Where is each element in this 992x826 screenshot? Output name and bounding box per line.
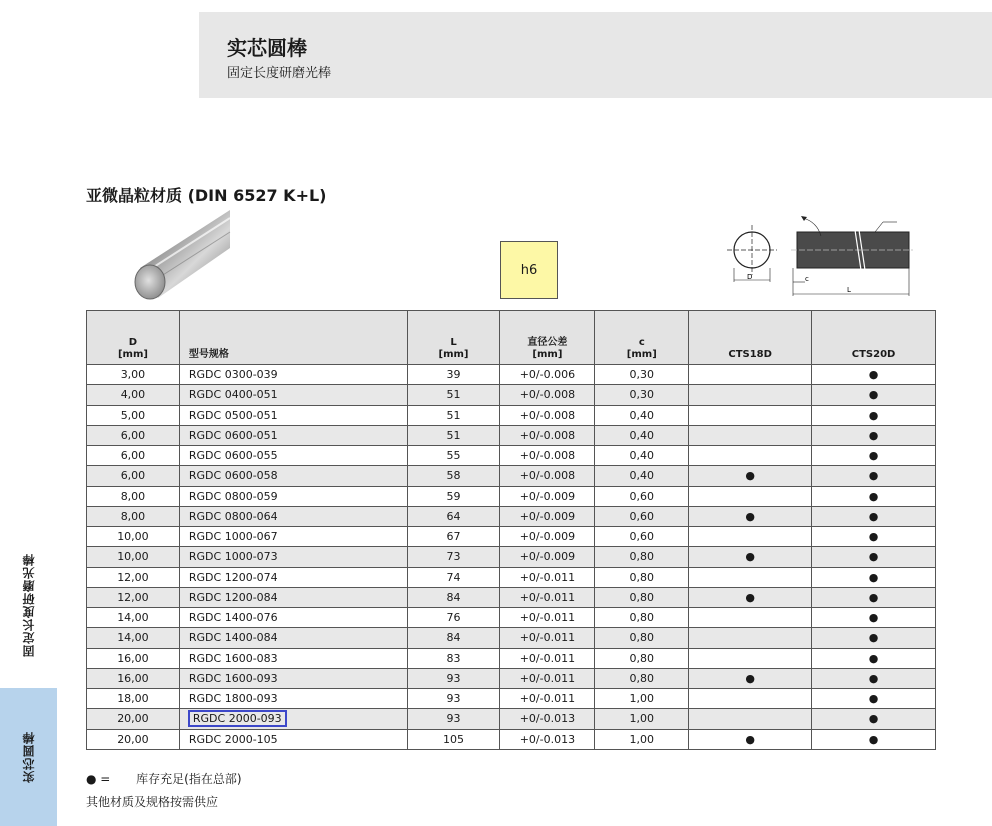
cell-diameter: 20,00	[87, 709, 180, 729]
cell-tolerance: +0/-0.009	[500, 547, 595, 567]
table-row[interactable]	[87, 689, 936, 709]
model-code[interactable]: RGDC 1400-076	[188, 611, 278, 625]
cell-tolerance: +0/-0.009	[500, 506, 595, 526]
cell-chamfer: 1,00	[595, 709, 689, 729]
cell-diameter: 5,00	[87, 405, 180, 425]
model-code[interactable]: RGDC 0600-051	[188, 428, 278, 442]
model-code[interactable]: RGDC 1600-093	[188, 671, 278, 685]
stock-dot: ●	[868, 712, 879, 726]
cell-model	[179, 729, 407, 749]
table-row[interactable]	[87, 385, 936, 405]
cell-chamfer: 0,80	[595, 668, 689, 688]
cell-cts20d	[812, 567, 936, 587]
table-row[interactable]	[87, 648, 936, 668]
model-code[interactable]: RGDC 1000-067	[188, 530, 278, 544]
cell-cts18d	[689, 527, 812, 547]
cell-length: 74	[407, 567, 500, 587]
cell-chamfer: 0,80	[595, 587, 689, 607]
cell-length: 64	[407, 506, 500, 526]
cell-tolerance: +0/-0.009	[500, 486, 595, 506]
cell-chamfer: 0,30	[595, 385, 689, 405]
cell-diameter: 3,00	[87, 365, 180, 385]
cell-tolerance: +0/-0.008	[500, 425, 595, 445]
stock-dot: ●	[868, 631, 879, 645]
cell-length: 51	[407, 405, 500, 425]
cell-cts18d	[689, 405, 812, 425]
cell-model	[179, 628, 407, 648]
table-row[interactable]	[87, 486, 936, 506]
cell-cts20d	[812, 668, 936, 688]
cell-model	[179, 365, 407, 385]
side-tab-fixed-length[interactable]	[0, 530, 57, 680]
cell-chamfer: 0,60	[595, 506, 689, 526]
cell-tolerance: +0/-0.008	[500, 446, 595, 466]
stock-dot: ●	[868, 530, 879, 544]
table-row[interactable]	[87, 425, 936, 445]
stock-dot: ●	[868, 408, 879, 422]
stock-dot: ●	[868, 509, 879, 523]
cell-cts18d	[689, 689, 812, 709]
cell-model	[179, 709, 407, 729]
cell-tolerance: +0/-0.013	[500, 729, 595, 749]
cell-cts20d	[812, 527, 936, 547]
model-code[interactable]: RGDC 1800-093	[188, 692, 278, 706]
dimension-label-d: D	[747, 273, 753, 281]
cell-chamfer: 0,80	[595, 648, 689, 668]
cell-chamfer: 0,40	[595, 466, 689, 486]
cell-model	[179, 547, 407, 567]
cell-diameter: 10,00	[87, 547, 180, 567]
cell-length: 67	[407, 527, 500, 547]
cell-cts18d	[689, 729, 812, 749]
model-code[interactable]: RGDC 2000-105	[188, 732, 278, 746]
cell-tolerance: +0/-0.011	[500, 567, 595, 587]
stock-dot: ●	[868, 388, 879, 402]
cell-diameter: 6,00	[87, 446, 180, 466]
cell-tolerance: +0/-0.008	[500, 405, 595, 425]
legend-symbol: ● =	[86, 772, 111, 786]
cell-cts18d	[689, 486, 812, 506]
cell-model	[179, 668, 407, 688]
cell-model	[179, 486, 407, 506]
cell-model	[179, 689, 407, 709]
cell-cts18d	[689, 385, 812, 405]
model-code[interactable]: RGDC 0600-055	[188, 449, 278, 463]
cell-chamfer: 0,80	[595, 628, 689, 648]
table-row[interactable]	[87, 628, 936, 648]
cell-diameter: 8,00	[87, 486, 180, 506]
stock-dot: ●	[868, 671, 879, 685]
stock-dot: ●	[745, 671, 755, 685]
cell-cts18d	[689, 506, 812, 526]
cell-diameter: 6,00	[87, 466, 180, 486]
cell-model	[179, 567, 407, 587]
table-row[interactable]	[87, 466, 936, 486]
model-code[interactable]: RGDC 0300-039	[188, 368, 278, 382]
column-header-d: D [mm]	[87, 311, 180, 365]
cell-diameter: 18,00	[87, 689, 180, 709]
stock-dot: ●	[868, 489, 879, 503]
cell-cts18d	[689, 446, 812, 466]
cell-model	[179, 466, 407, 486]
cell-tolerance: +0/-0.008	[500, 385, 595, 405]
dimension-label-l: L	[847, 286, 851, 294]
cell-length: 51	[407, 385, 500, 405]
cell-length: 83	[407, 648, 500, 668]
header-band	[199, 12, 992, 98]
table-row[interactable]	[87, 587, 936, 607]
table-row[interactable]	[87, 365, 936, 385]
model-code[interactable]: RGDC 1400-084	[188, 631, 278, 645]
cell-chamfer: 0,80	[595, 608, 689, 628]
cell-length: 84	[407, 587, 500, 607]
column-header-model: 型号规格	[179, 311, 407, 365]
stock-dot: ●	[868, 692, 879, 706]
stock-legend	[86, 770, 242, 787]
model-code[interactable]: RGDC 1000-073	[188, 550, 278, 564]
stock-dot: ●	[745, 509, 755, 523]
cell-cts20d	[812, 466, 936, 486]
cell-length: 59	[407, 486, 500, 506]
stock-dot: ●	[745, 732, 755, 746]
cell-cts18d	[689, 587, 812, 607]
cell-length: 39	[407, 365, 500, 385]
cell-model	[179, 385, 407, 405]
dimension-label-c: c	[805, 275, 809, 283]
cell-model	[179, 446, 407, 466]
model-code[interactable]: RGDC 1200-084	[188, 590, 278, 604]
table-row[interactable]	[87, 729, 936, 749]
cell-length: 76	[407, 608, 500, 628]
table-row[interactable]	[87, 527, 936, 547]
stock-dot: ●	[868, 651, 879, 665]
table-header-row	[87, 311, 936, 365]
cell-tolerance: +0/-0.011	[500, 648, 595, 668]
cell-cts18d	[689, 608, 812, 628]
cell-cts18d	[689, 668, 812, 688]
cell-length: 73	[407, 547, 500, 567]
cell-cts20d	[812, 709, 936, 729]
table-row[interactable]	[87, 567, 936, 587]
cell-cts20d	[812, 628, 936, 648]
cell-tolerance: +0/-0.006	[500, 365, 595, 385]
stock-dot: ●	[868, 732, 879, 746]
cell-chamfer: 0,60	[595, 527, 689, 547]
table-row[interactable]	[87, 668, 936, 688]
side-tab-solid-rod-label: 实芯圆棒	[22, 731, 36, 783]
cell-cts20d	[812, 506, 936, 526]
cell-tolerance: +0/-0.013	[500, 709, 595, 729]
model-code[interactable]: RGDC 1200-074	[188, 570, 278, 584]
cell-model	[179, 425, 407, 445]
table-row[interactable]	[87, 446, 936, 466]
cell-chamfer: 0,80	[595, 547, 689, 567]
stock-dot: ●	[745, 469, 755, 483]
cell-diameter: 16,00	[87, 668, 180, 688]
cell-cts20d	[812, 486, 936, 506]
cell-cts20d	[812, 729, 936, 749]
cell-chamfer: 0,60	[595, 486, 689, 506]
cell-cts20d	[812, 547, 936, 567]
cell-chamfer: 1,00	[595, 689, 689, 709]
page-subtitle: 固定长度研磨光棒	[227, 66, 332, 81]
cell-length: 84	[407, 628, 500, 648]
cell-model	[179, 506, 407, 526]
cell-cts20d	[812, 608, 936, 628]
cell-diameter: 6,00	[87, 425, 180, 445]
stock-dot: ●	[868, 590, 879, 604]
stock-dot: ●	[745, 590, 755, 604]
model-code[interactable]: RGDC 1600-083	[188, 651, 278, 665]
cell-tolerance: +0/-0.011	[500, 668, 595, 688]
cell-model	[179, 587, 407, 607]
column-header-cts20d: CTS20D	[812, 311, 936, 365]
column-header-tolerance: 直径公差 [mm]	[500, 311, 595, 365]
cell-cts20d	[812, 365, 936, 385]
cell-cts18d	[689, 365, 812, 385]
legend-text: 库存充足(指在总部)	[136, 772, 242, 786]
rod-image	[130, 210, 235, 305]
model-code[interactable]: RGDC 0500-051	[188, 408, 278, 422]
cell-diameter: 10,00	[87, 527, 180, 547]
cell-model	[179, 648, 407, 668]
cell-chamfer: 0,40	[595, 425, 689, 445]
cell-cts18d	[689, 466, 812, 486]
table-row[interactable]	[87, 608, 936, 628]
column-header-c: c [mm]	[595, 311, 689, 365]
section-title: 亚微晶粒材质 (DIN 6527 K+L)	[86, 186, 327, 205]
model-code[interactable]: RGDC 0800-064	[188, 509, 278, 523]
cell-tolerance: +0/-0.011	[500, 628, 595, 648]
cell-chamfer: 0,40	[595, 405, 689, 425]
cell-cts18d	[689, 547, 812, 567]
cell-cts20d	[812, 446, 936, 466]
cell-length: 55	[407, 446, 500, 466]
cell-cts18d	[689, 425, 812, 445]
stock-dot: ●	[868, 550, 879, 564]
cell-cts18d	[689, 567, 812, 587]
stock-dot: ●	[868, 368, 879, 382]
cell-tolerance: +0/-0.011	[500, 608, 595, 628]
cell-length: 93	[407, 668, 500, 688]
column-header-l: L [mm]	[407, 311, 500, 365]
table-row[interactable]	[87, 405, 936, 425]
cell-cts18d	[689, 648, 812, 668]
cell-chamfer: 0,30	[595, 365, 689, 385]
cell-cts20d	[812, 425, 936, 445]
cell-cts18d	[689, 709, 812, 729]
cell-cts20d	[812, 689, 936, 709]
cell-length: 51	[407, 425, 500, 445]
cell-chamfer: 0,80	[595, 567, 689, 587]
table-row[interactable]	[87, 547, 936, 567]
cell-diameter: 20,00	[87, 729, 180, 749]
side-tab-fixed-length-label: 固定长度研磨光棒	[22, 553, 36, 657]
cell-cts20d	[812, 385, 936, 405]
model-code[interactable]: RGDC 0800-059	[188, 489, 278, 503]
cell-cts18d	[689, 628, 812, 648]
cell-cts20d	[812, 405, 936, 425]
stock-dot: ●	[868, 611, 879, 625]
stock-dot: ●	[868, 570, 879, 584]
cell-diameter: 16,00	[87, 648, 180, 668]
cell-length: 105	[407, 729, 500, 749]
cell-length: 93	[407, 689, 500, 709]
side-tab-solid-rod[interactable]	[0, 688, 57, 826]
availability-note: 其他材质及规格按需供应	[86, 795, 219, 809]
table-row[interactable]	[87, 506, 936, 526]
tolerance-class-badge: h6	[500, 241, 558, 299]
cell-model	[179, 405, 407, 425]
model-code[interactable]: RGDC 0400-051	[188, 388, 278, 402]
cell-diameter: 12,00	[87, 567, 180, 587]
cell-length: 58	[407, 466, 500, 486]
selected-model-code[interactable]: RGDC 2000-093	[189, 711, 286, 726]
cell-model	[179, 608, 407, 628]
stock-dot: ●	[868, 428, 879, 442]
cell-tolerance: +0/-0.008	[500, 466, 595, 486]
table-row[interactable]	[87, 709, 936, 729]
cell-chamfer: 1,00	[595, 729, 689, 749]
cell-diameter: 14,00	[87, 608, 180, 628]
column-header-cts18d: CTS18D	[689, 311, 812, 365]
model-code[interactable]: RGDC 0600-058	[188, 469, 278, 483]
cell-cts20d	[812, 587, 936, 607]
cell-tolerance: +0/-0.011	[500, 689, 595, 709]
cell-tolerance: +0/-0.009	[500, 527, 595, 547]
cell-length: 93	[407, 709, 500, 729]
cell-diameter: 8,00	[87, 506, 180, 526]
cell-diameter: 4,00	[87, 385, 180, 405]
stock-dot: ●	[745, 550, 755, 564]
stock-dot: ●	[868, 469, 879, 483]
cell-model	[179, 527, 407, 547]
cell-tolerance: +0/-0.011	[500, 587, 595, 607]
rod-dimension-drawing	[725, 210, 915, 300]
product-spec-table	[86, 310, 936, 750]
cell-diameter: 12,00	[87, 587, 180, 607]
cell-diameter: 14,00	[87, 628, 180, 648]
stock-dot: ●	[868, 449, 879, 463]
cell-chamfer: 0,40	[595, 446, 689, 466]
page-title: 实芯圆棒	[227, 36, 307, 60]
cell-cts20d	[812, 648, 936, 668]
